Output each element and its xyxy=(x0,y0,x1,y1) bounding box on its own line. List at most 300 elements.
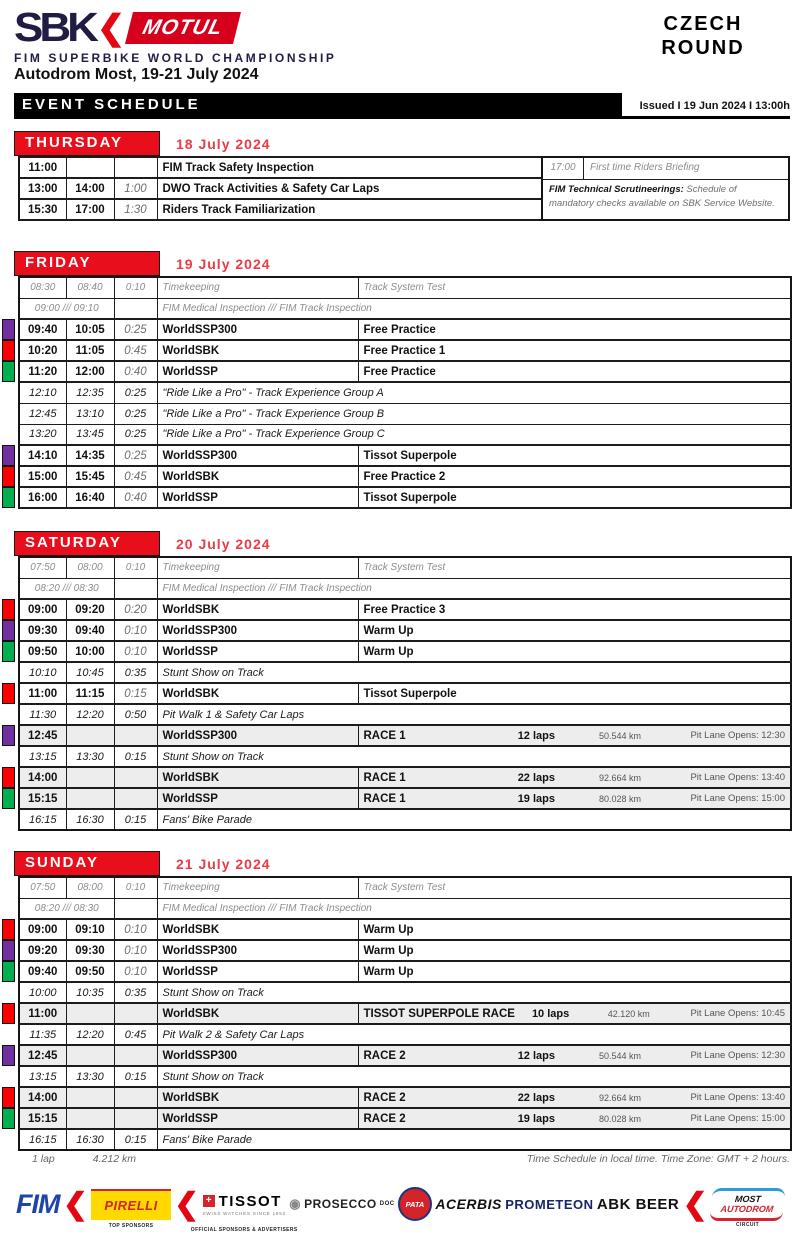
race-distance: 42.120 km xyxy=(607,1008,650,1019)
cell-class: WorldSSP300 xyxy=(157,1045,358,1066)
cell-end: 09:40 xyxy=(66,620,114,641)
class-color-marker-purple xyxy=(2,445,15,466)
class-color-marker-purple xyxy=(2,620,15,641)
day-date-label: 18 July 2024 xyxy=(176,135,271,152)
cell-session: Warm Up xyxy=(358,961,791,982)
pirelli-sponsor-block xyxy=(91,1189,170,1229)
cell-end: 16:40 xyxy=(66,487,114,508)
prosecco-doc-label: DOC xyxy=(379,1201,395,1207)
schedule-row xyxy=(19,767,791,788)
cell-duration: 0:45 xyxy=(114,466,157,487)
cell-class: WorldSSP300 xyxy=(157,725,358,746)
cell-activity: Stunt Show on Track xyxy=(157,662,791,683)
cell-activity: Stunt Show on Track xyxy=(157,982,791,1003)
schedule-row xyxy=(19,199,542,220)
race-details-row xyxy=(364,730,786,742)
cell-start: 08:30 xyxy=(19,277,66,298)
schedule-table xyxy=(18,156,543,221)
cell-end: 15:45 xyxy=(66,466,114,487)
cell-race-details xyxy=(358,788,791,809)
cell-duration xyxy=(114,1003,157,1024)
cell-end: 12:20 xyxy=(66,704,114,725)
cell-start: 09:50 xyxy=(19,641,66,662)
header-divider xyxy=(14,116,790,119)
race-details-row xyxy=(364,772,786,784)
cell-duration: 0:10 xyxy=(114,277,157,298)
schedule-table xyxy=(18,276,792,509)
class-color-marker-purple xyxy=(2,319,15,340)
cell-duration: 0:40 xyxy=(114,487,157,508)
sponsors-bar xyxy=(16,1176,784,1232)
pirelli-logo: PIRELLI xyxy=(91,1189,170,1220)
tissot-logo xyxy=(203,1193,286,1216)
cell-duration: 0:15 xyxy=(114,809,157,830)
pit-lane-opens: Pit Lane Opens: 13:40 xyxy=(690,1092,785,1103)
schedule-row xyxy=(19,809,791,830)
day-header xyxy=(14,131,790,156)
day-section-thursday xyxy=(18,131,790,221)
schedule-row xyxy=(19,1129,791,1150)
cell-activity: Fans' Bike Parade xyxy=(157,809,791,830)
cell-start: 13:15 xyxy=(19,746,66,767)
cell-duration xyxy=(114,725,157,746)
class-color-marker-green xyxy=(2,961,15,982)
race-laps: 22 laps xyxy=(517,771,555,784)
cell-class: WorldSSP300 xyxy=(157,445,358,466)
cell-duration xyxy=(114,578,157,599)
schedule-row xyxy=(19,683,791,704)
race-laps: 12 laps xyxy=(517,729,555,742)
circuit-label: CIRCUIT xyxy=(736,1221,760,1228)
schedule-row xyxy=(19,557,791,578)
class-color-marker-green xyxy=(2,788,15,809)
cell-race-details xyxy=(358,767,791,788)
cell-duration: 0:35 xyxy=(114,662,157,683)
schedule-row xyxy=(19,961,791,982)
prosecco-logo xyxy=(289,1196,394,1212)
sbk-logo-text: SBK xyxy=(14,5,95,51)
schedule-row xyxy=(19,578,791,599)
day-table-wrap xyxy=(18,156,790,221)
sbk-chevron-icon: ❮ xyxy=(96,9,126,47)
race-session-name: RACE 2 xyxy=(363,1091,406,1104)
day-section-friday xyxy=(18,251,790,509)
most-line1: MOST xyxy=(734,1193,762,1204)
cell-session: Warm Up xyxy=(358,940,791,961)
cell-end: 08:40 xyxy=(66,277,114,298)
cell-start: 10:00 xyxy=(19,982,66,1003)
cell-activity: Stunt Show on Track xyxy=(157,746,791,767)
cell-start: 11:30 xyxy=(19,704,66,725)
schedule-row xyxy=(19,704,791,725)
venue-and-dates: Autodrom Most, 19-21 July 2024 xyxy=(14,66,259,83)
schedule-row xyxy=(19,382,791,403)
race-details-row xyxy=(364,793,786,805)
schedule-row xyxy=(19,340,791,361)
cell-start: 15:15 xyxy=(19,1108,66,1129)
cell-duration: 0:10 xyxy=(114,877,157,898)
cell-class: WorldSSP xyxy=(157,487,358,508)
class-color-marker-red xyxy=(2,919,15,940)
cell-activity: Timekeeping xyxy=(157,277,358,298)
cell-race-details xyxy=(358,1045,791,1066)
lap-length-note xyxy=(32,1153,136,1165)
cell-start: 10:10 xyxy=(19,662,66,683)
cell-activity: Pit Walk 1 & Safety Car Laps xyxy=(157,704,791,725)
cell-duration: 0:10 xyxy=(114,940,157,961)
scrutineerings-note-bold: FIM Technical Scrutineerings: xyxy=(549,184,684,195)
cell-session: Warm Up xyxy=(358,620,791,641)
class-color-marker-purple xyxy=(2,940,15,961)
race-details-row xyxy=(364,1050,786,1062)
cell-session: Free Practice xyxy=(358,361,791,382)
schedule-row xyxy=(19,1087,791,1108)
schedule-row xyxy=(19,157,542,178)
cell-time-range: 08:20 /// 08:30 xyxy=(19,898,114,919)
lap-label: 1 lap xyxy=(32,1153,55,1165)
cell-activity: "Ride Like a Pro" - Track Experience Group C xyxy=(157,424,791,445)
cell-start: 12:45 xyxy=(19,403,66,424)
race-distance: 92.664 km xyxy=(598,772,641,783)
class-color-marker-red xyxy=(2,1087,15,1108)
class-color-marker-purple xyxy=(2,725,15,746)
schedule-row xyxy=(19,487,791,508)
cell-duration: 0:50 xyxy=(114,704,157,725)
cell-end: 08:00 xyxy=(66,877,114,898)
issued-timestamp: Issued I 19 Jun 2024 I 13:00h xyxy=(639,100,790,112)
cell-session: Free Practice xyxy=(358,319,791,340)
chevron-icon: ❮ xyxy=(682,1187,708,1221)
tissot-wordmark: TISSOT xyxy=(218,1192,282,1210)
pit-lane-opens: Pit Lane Opens: 15:00 xyxy=(690,1113,785,1124)
event-schedule-title-bar: EVENT SCHEDULE xyxy=(14,93,622,116)
race-distance: 80.028 km xyxy=(598,793,641,804)
schedule-row xyxy=(19,620,791,641)
class-color-marker-red xyxy=(2,767,15,788)
cell-activity: DWO Track Activities & Safety Car Laps xyxy=(157,178,542,199)
chevron-icon: ❮ xyxy=(174,1187,200,1221)
cell-start: 16:15 xyxy=(19,1129,66,1150)
schedule-row xyxy=(19,788,791,809)
race-session-name: TISSOT SUPERPOLE RACE xyxy=(363,1007,515,1020)
schedule-row xyxy=(19,898,791,919)
cell-duration xyxy=(114,1087,157,1108)
cell-start: 13:20 xyxy=(19,424,66,445)
cell-inspection: FIM Medical Inspection /// FIM Track Inspection xyxy=(157,298,791,319)
round-line2: ROUND xyxy=(661,37,745,59)
cell-duration: 0:25 xyxy=(114,403,157,424)
cell-time-range: 08:20 /// 08:30 xyxy=(19,578,114,599)
cell-class: WorldSSP300 xyxy=(157,319,358,340)
cell-duration: 0:25 xyxy=(114,445,157,466)
cell-activity: Fans' Bike Parade xyxy=(157,1129,791,1150)
cell-end: 12:35 xyxy=(66,382,114,403)
cell-class: WorldSBK xyxy=(157,1003,358,1024)
cell-duration: 0:35 xyxy=(114,982,157,1003)
cell-end: 16:30 xyxy=(66,809,114,830)
cell-start: 13:15 xyxy=(19,1066,66,1087)
race-details-row xyxy=(364,1113,786,1125)
cell-start: 15:15 xyxy=(19,788,66,809)
cell-end: 14:00 xyxy=(66,178,114,199)
cell-duration: 0:15 xyxy=(114,1129,157,1150)
scrutineerings-note-rest: Schedule of mandatory checks available on SBK Service Website. xyxy=(549,184,775,209)
cell-start: 09:40 xyxy=(19,961,66,982)
schedule-row xyxy=(19,641,791,662)
schedule-row xyxy=(19,877,791,898)
cell-end: 12:20 xyxy=(66,1024,114,1045)
schedule-row xyxy=(19,662,791,683)
race-session-name: RACE 2 xyxy=(363,1049,406,1062)
class-color-marker-red xyxy=(2,466,15,487)
cell-session: Tissot Superpole xyxy=(358,683,791,704)
cell-start: 12:45 xyxy=(19,725,66,746)
cell-start: 07:50 xyxy=(19,877,66,898)
cell-start: 14:10 xyxy=(19,445,66,466)
cell-activity: "Ride Like a Pro" - Track Experience Group A xyxy=(157,382,791,403)
cell-activity: FIM Track Safety Inspection xyxy=(157,157,542,178)
pata-logo: PATA xyxy=(398,1187,432,1221)
cell-session: Track System Test xyxy=(358,277,791,298)
cell-activity: Stunt Show on Track xyxy=(157,1066,791,1087)
cell-class: WorldSBK xyxy=(157,340,358,361)
cell-end: 11:05 xyxy=(66,340,114,361)
cell-duration: 0:25 xyxy=(114,382,157,403)
thursday-side-box xyxy=(541,156,790,221)
schedule-row xyxy=(19,982,791,1003)
cell-class: WorldSSP xyxy=(157,1108,358,1129)
pit-lane-opens: Pit Lane Opens: 12:30 xyxy=(690,730,785,741)
cell-end: 16:30 xyxy=(66,1129,114,1150)
class-color-marker-green xyxy=(2,641,15,662)
day-name-label: SATURDAY xyxy=(14,531,160,556)
cell-end: 09:10 xyxy=(66,919,114,940)
cell-duration: 0:15 xyxy=(114,746,157,767)
acerbis-logo: ACERBIS xyxy=(435,1196,502,1212)
cell-duration: 1:00 xyxy=(114,178,157,199)
cell-end: 11:15 xyxy=(66,683,114,704)
schedule-row xyxy=(19,1108,791,1129)
cell-duration xyxy=(114,788,157,809)
cell-start: 14:00 xyxy=(19,767,66,788)
cell-time-range: 09:00 /// 09:10 xyxy=(19,298,114,319)
day-table-wrap xyxy=(18,876,790,1151)
schedule-table xyxy=(18,876,792,1151)
cell-class: WorldSBK xyxy=(157,919,358,940)
schedule-row xyxy=(19,599,791,620)
cell-session: Track System Test xyxy=(358,877,791,898)
race-session-name: RACE 1 xyxy=(363,771,406,784)
day-header xyxy=(14,851,790,876)
class-color-marker-green xyxy=(2,1108,15,1129)
race-distance: 80.028 km xyxy=(598,1113,641,1124)
cell-end xyxy=(66,767,114,788)
cell-duration: 0:40 xyxy=(114,361,157,382)
cell-inspection: FIM Medical Inspection /// FIM Track Inspection xyxy=(157,578,791,599)
cell-session: Tissot Superpole xyxy=(358,445,791,466)
cell-start: 09:30 xyxy=(19,620,66,641)
cell-class: WorldSSP xyxy=(157,788,358,809)
race-session-name: RACE 1 xyxy=(363,792,406,805)
cell-start: 13:00 xyxy=(19,178,66,199)
cell-start: 11:00 xyxy=(19,683,66,704)
cell-duration: 0:20 xyxy=(114,599,157,620)
cell-race-details xyxy=(358,1087,791,1108)
sbk-motul-logo xyxy=(14,5,337,65)
prosecco-wordmark: PROSECCO xyxy=(304,1197,377,1211)
cell-activity: Timekeeping xyxy=(157,877,358,898)
cell-session: Free Practice 1 xyxy=(358,340,791,361)
cell-end: 12:00 xyxy=(66,361,114,382)
cell-activity: Timekeeping xyxy=(157,557,358,578)
schedule-row xyxy=(19,940,791,961)
pit-lane-opens: Pit Lane Opens: 15:00 xyxy=(690,793,785,804)
cell-end: 13:45 xyxy=(66,424,114,445)
cell-duration: 0:10 xyxy=(114,919,157,940)
cell-class: WorldSBK xyxy=(157,683,358,704)
cell-end xyxy=(66,788,114,809)
cell-end xyxy=(66,1087,114,1108)
cell-session: Free Practice 3 xyxy=(358,599,791,620)
briefing-label: First time Riders Briefing xyxy=(590,162,700,173)
race-distance: 50.544 km xyxy=(598,730,641,741)
pit-lane-opens: Pit Lane Opens: 12:30 xyxy=(690,1050,785,1061)
swiss-cross-icon: + xyxy=(203,1195,215,1207)
tissot-logo-row xyxy=(203,1193,286,1210)
cell-end xyxy=(66,1108,114,1129)
top-sponsors-label: TOP SPONSORS xyxy=(108,1222,154,1229)
schedule-row xyxy=(19,424,791,445)
cell-race-details xyxy=(358,1108,791,1129)
cell-end: 09:50 xyxy=(66,961,114,982)
cell-duration: 0:45 xyxy=(114,340,157,361)
cell-duration xyxy=(114,1108,157,1129)
schedule-row xyxy=(19,361,791,382)
cell-start: 09:00 xyxy=(19,919,66,940)
class-color-marker-red xyxy=(2,683,15,704)
cell-duration xyxy=(114,1045,157,1066)
day-table-wrap xyxy=(18,556,790,831)
cell-duration: 0:25 xyxy=(114,319,157,340)
cell-start: 11:20 xyxy=(19,361,66,382)
cell-race-details xyxy=(358,725,791,746)
day-date-label: 19 July 2024 xyxy=(176,255,271,272)
day-table-wrap xyxy=(18,276,790,509)
day-schedules xyxy=(18,131,790,1151)
schedule-row xyxy=(19,277,791,298)
cell-session: Tissot Superpole xyxy=(358,487,791,508)
cell-end xyxy=(66,725,114,746)
cell-class: WorldSSP300 xyxy=(157,620,358,641)
series-subtitle: FIM SUPERBIKE WORLD CHAMPIONSHIP xyxy=(14,51,337,65)
cell-class: WorldSSP300 xyxy=(157,940,358,961)
race-distance: 50.544 km xyxy=(598,1050,641,1061)
schedule-row xyxy=(19,403,791,424)
cell-duration: 0:15 xyxy=(114,1066,157,1087)
cell-end: 10:35 xyxy=(66,982,114,1003)
schedule-row xyxy=(19,1024,791,1045)
cell-end: 13:30 xyxy=(66,1066,114,1087)
schedule-row xyxy=(19,1066,791,1087)
class-color-marker-purple xyxy=(2,1045,15,1066)
cell-start: 16:15 xyxy=(19,809,66,830)
day-date-label: 21 July 2024 xyxy=(176,855,271,872)
day-name-label: THURSDAY xyxy=(14,131,160,156)
round-line1: CZECH xyxy=(663,13,743,35)
schedule-row xyxy=(19,919,791,940)
prometeon-logo: PROMETEON xyxy=(505,1196,594,1212)
schedule-row xyxy=(19,445,791,466)
class-color-marker-red xyxy=(2,1003,15,1024)
schedule-row xyxy=(19,1045,791,1066)
cell-start: 12:45 xyxy=(19,1045,66,1066)
cell-inspection: FIM Medical Inspection /// FIM Track Inspection xyxy=(157,898,791,919)
cell-duration xyxy=(114,767,157,788)
cell-class: WorldSBK xyxy=(157,599,358,620)
cell-duration: 0:45 xyxy=(114,1024,157,1045)
cell-end: 09:20 xyxy=(66,599,114,620)
day-header xyxy=(14,531,790,556)
most-line2: AUTODROM xyxy=(720,1204,774,1214)
cell-start: 15:30 xyxy=(19,199,66,220)
lap-km-value: 4.212 km xyxy=(92,1153,136,1165)
cell-end: 08:00 xyxy=(66,557,114,578)
cell-session: Warm Up xyxy=(358,641,791,662)
race-distance: 92.664 km xyxy=(598,1092,641,1103)
race-details-row xyxy=(364,1008,786,1020)
cell-duration: 0:10 xyxy=(114,620,157,641)
scrutineerings-note xyxy=(543,180,788,219)
tissot-tagline: SWISS WATCHES SINCE 1853 xyxy=(202,1210,286,1216)
class-color-marker-green xyxy=(2,487,15,508)
official-sponsors-label: OFFICIAL SPONSORS & ADVERTISERS xyxy=(190,1226,298,1233)
schedule-row xyxy=(19,746,791,767)
class-color-marker-red xyxy=(2,599,15,620)
cell-start: 09:00 xyxy=(19,599,66,620)
most-autodrom-logo xyxy=(709,1188,785,1221)
cell-end xyxy=(66,1045,114,1066)
cell-end: 10:00 xyxy=(66,641,114,662)
cell-duration xyxy=(114,898,157,919)
fim-logo: FIM xyxy=(16,1188,60,1219)
class-color-marker-red xyxy=(2,340,15,361)
cell-duration xyxy=(114,157,157,178)
cell-start: 16:00 xyxy=(19,487,66,508)
cell-end: 17:00 xyxy=(66,199,114,220)
schedule-row xyxy=(19,1003,791,1024)
cell-start: 09:40 xyxy=(19,319,66,340)
motul-logo: MOTUL xyxy=(125,12,241,44)
cell-duration: 0:10 xyxy=(114,961,157,982)
cell-session: Warm Up xyxy=(358,919,791,940)
schedule-row xyxy=(19,725,791,746)
cell-duration: 0:25 xyxy=(114,424,157,445)
cell-end xyxy=(66,1003,114,1024)
race-laps: 10 laps xyxy=(531,1007,570,1020)
cell-duration: 0:15 xyxy=(114,683,157,704)
cell-class: WorldSSP xyxy=(157,961,358,982)
most-autodrom-block xyxy=(711,1188,784,1228)
cell-end xyxy=(66,157,114,178)
cell-duration: 0:10 xyxy=(114,641,157,662)
cell-class: WorldSSP xyxy=(157,361,358,382)
prosecco-emblem-icon: ◉ xyxy=(289,1196,302,1211)
race-laps: 12 laps xyxy=(517,1049,555,1062)
abk-beer-logo: ABK BEER xyxy=(596,1195,680,1213)
day-section-saturday xyxy=(18,531,790,831)
cell-class: WorldSSP xyxy=(157,641,358,662)
cell-end: 10:45 xyxy=(66,662,114,683)
